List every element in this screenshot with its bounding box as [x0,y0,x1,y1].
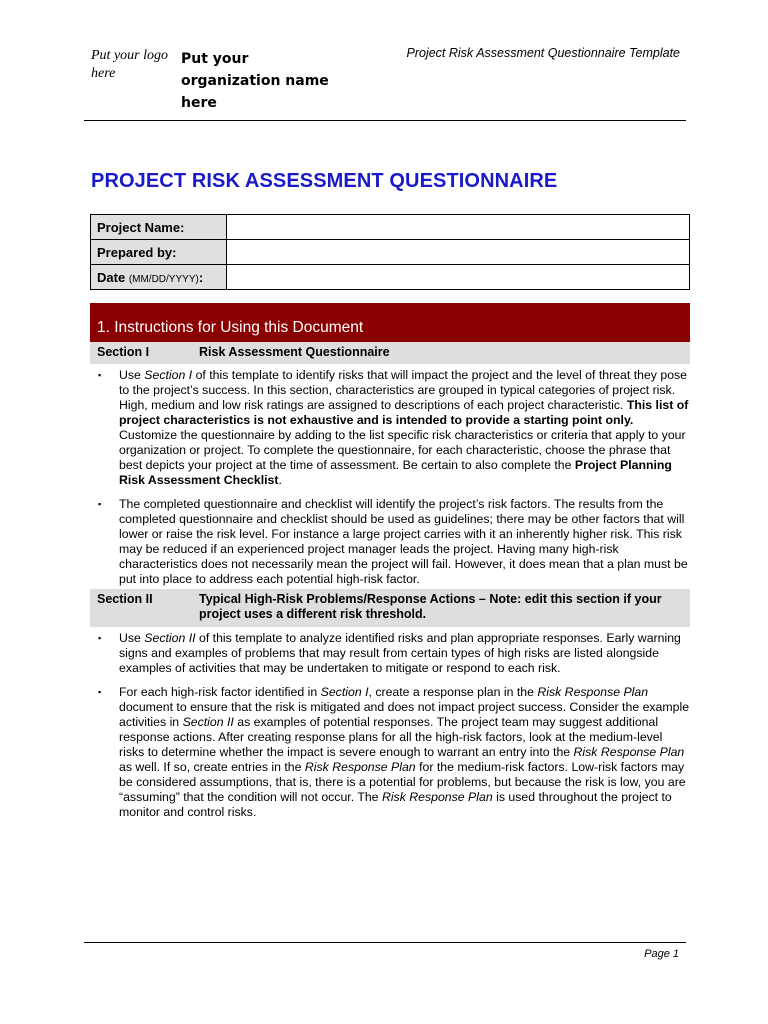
date-label-colon: : [198,269,204,285]
date-label: Date [97,269,126,285]
bullet-icon: ▪ [98,633,102,643]
list-item: ▪ Use Section II of this template to analyze identified risks and plan appropriate responses. Early warning signs and examples of problems that may result from certain types of high risks are listed alongside examples of activities that may be undertaken to mitigate or respond to each risk. [98,631,681,675]
document-type-header: Project Risk Assessment Questionnaire Template [406,46,680,60]
project-name-row [91,215,690,240]
prepared-by-field[interactable] [227,240,690,265]
section-ii-subheader [90,589,690,627]
list-item: ▪ The completed questionnaire and checklist will identify the project’s risk factors. The results from the completed questionnaire and checklist should be used as guidelines; there may be other factors that will lower or raise the risk level. For instance a large project carries with it an inherently higher risk. This risk may be reduced if an experienced project manager leads the project. Having many high-risk characteristics does not necessarily mean the project will fail. However, it does mean that a plan must be put into place to address each potential high-risk factor. [98,497,688,586]
list-item: ▪ For each high-risk factor identified in Section I, create a response plan in the Risk Response Plan document to ensure that the risk is mitigated and does not impact project success. Consider the example activities in Section II as examples of potential responses. The project team may suggest additional response actions. After creating response plans for all the high-risk factors, look at the medium-level risks to determine whether the impact is severe enough to warrant an entry into the Risk Response Plan as well. If so, create entries in the Risk Response Plan for the medium-risk factors. Low-risk factors may be considered assumptions, that is, there is a potential for problems, but because the risk is low, you are “assuming” that the condition will not occur. The Risk Response Plan is used throughout the project to monitor and control risks. [98,685,690,819]
date-label-cell [91,265,227,290]
bullet-icon: ▪ [98,499,102,509]
logo-placeholder: Put your logo here [91,48,168,81]
prepared-by-label: Prepared by: [91,240,227,265]
page-title: PROJECT RISK ASSESSMENT QUESTIONNAIRE [91,170,558,192]
section-i-title: Risk Assessment Questionnaire [199,345,390,359]
header-divider [84,120,686,121]
section-i-label: Section I [97,345,150,359]
section-ii-bullets [90,631,690,829]
section-i-bullets [90,368,690,596]
footer-divider [84,942,686,943]
project-name-label: Project Name: [91,215,227,240]
date-field[interactable] [227,265,690,290]
organization-name-placeholder: Put your organization name here [181,51,329,111]
section-ii-label: Section II [97,592,153,606]
page-number: Page 1 [644,948,679,960]
section-heading-banner: 1. Instructions for Using this Document [90,303,690,342]
section-i-subheader [90,342,690,364]
section-ii-title: Typical High-Risk Problems/Response Actions – Note: edit this section if your project uses a different risk threshold. [199,592,662,621]
list-item: ▪ Use Section I of this template to identify risks that will impact the project and the level of threat they pose to the project’s success. In this section, characteristics are grouped in typical categories of project risk. High, medium and low risk ratings are assigned to descriptions of each project characteristic. This list of project characteristics is not exhaustive and is intended to provide a starting point only. Customize the questionnaire by adding to the list specific risk characteristics or criteria that apply to your organization or project. To complete the questionnaire, for each characteristic, choose the phrase that best depicts your project at the time of assessment. Be certain to also complete the Project Planning Risk Assessment Checklist. [98,368,689,487]
bullet-icon: ▪ [98,370,102,380]
bullet-icon: ▪ [98,687,102,697]
project-name-field[interactable] [227,215,690,240]
prepared-by-row [91,240,690,265]
date-format-hint: (MM/DD/YYYY) [128,273,199,285]
date-row [91,265,690,290]
project-info-table [90,214,690,290]
